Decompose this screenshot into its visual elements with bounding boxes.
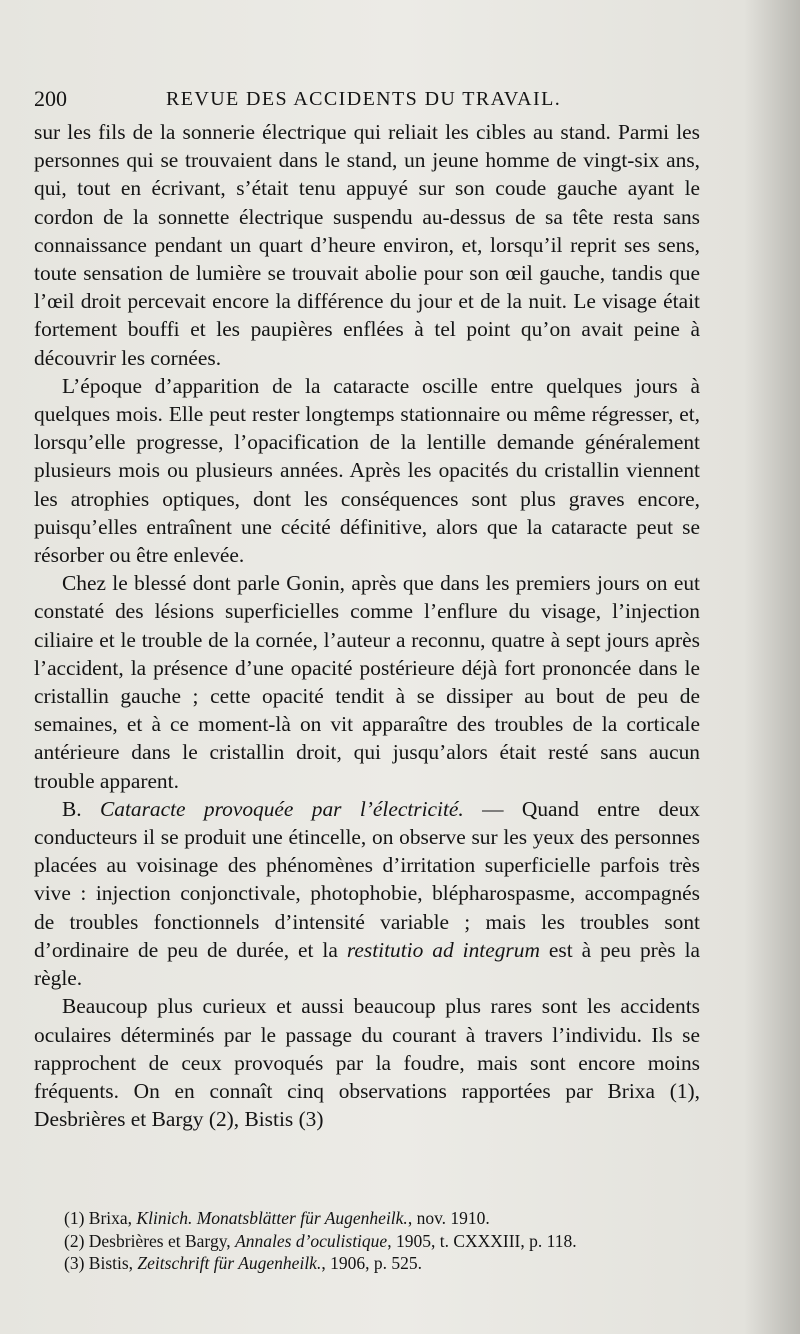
footnote-3-details: , 1906, p. 525.: [321, 1253, 422, 1273]
footnote-2-author: (2) Desbrières et Bargy,: [64, 1230, 236, 1251]
footnote-3: [34, 1252, 700, 1275]
paragraph-4: [34, 795, 700, 992]
paragraph-2: L’époque d’apparition de la cataracte oscille entre quelques jours à quelques mois. Elle peut rester longtemps stationnaire ou même régresser, et, lorsqu’elle progresse, l’opacification de la lentille demande généralement plusieurs mois ou plusieurs années. Après les opacités du cristallin viennent les atrophies optiques, dont les conséquences sont plus graves encore, puisqu’elles entraînent une cécité définitive, alors que la cataracte peut se résorber ou être enlevée.: [34, 373, 700, 568]
page-number: 200: [34, 86, 67, 111]
body-text: [34, 118, 700, 1133]
footnote-2-journal: Annales d’oculistique: [235, 1230, 388, 1251]
page-header: [34, 84, 704, 114]
footnotes: [34, 1207, 700, 1275]
footnote-2-details: , 1905, t. CXXXIII, p. 118.: [387, 1230, 577, 1251]
paragraph-3: Chez le blessé dont parle Gonin, après que dans les premiers jours on eut constaté des lésions superficielles comme l’enflure du visage, l’injection ciliaire et le trouble de la cornée, l’auteur a reconnu, quatre à sept jours après l’accident, la présence d’une opacité postérieure déjà fort prononcée dans le cristallin gauche ; cette opacité tendit à se dissiper au bout de peu de semaines, et à ce moment-là on vit apparaître des troubles de la corticale antérieure dans le cristallin droit, qui jusqu’alors était resté sans aucun trouble apparent.: [34, 571, 700, 793]
section-title: Cataracte provoquée par l’électricité.: [99, 796, 464, 821]
footnote-1-details: , nov. 1910.: [407, 1208, 490, 1228]
section-letter: B.: [62, 796, 100, 821]
footnote-3-journal: Zeitschrift für Augenheilk.: [137, 1253, 322, 1273]
footnote-1-author: (1) Brixa,: [64, 1208, 137, 1228]
latin-phrase: restitutio ad integrum: [346, 937, 540, 962]
footnote-1-journal: Klinich. Monatsblätter für Augenheilk.: [136, 1208, 408, 1228]
footnote-3-author: (3) Bistis,: [64, 1253, 138, 1273]
footnote-1: [34, 1207, 700, 1230]
paragraph-4-end: est à peu près la règle.: [34, 937, 701, 991]
paragraph-4-text: — Quand entre deux conducteurs il se produit une étincelle, on observe sur les yeux des personnes placées au voisinage des phénomènes d’irritation superficielle parfois très vive : injection conjonctivale, photophobie, blépharospasme, accompagnés de troubles fonctionnels d’intensité variable ; mais les troubles sont d’ordinaire de peu de durée, et la: [34, 796, 700, 962]
running-title: REVUE DES ACCIDENTS DU TRAVAIL.: [166, 88, 562, 110]
paragraph-5: Beaucoup plus curieux et aussi beaucoup plus rares sont les accidents oculaires déterminés par le passage du courant à travers l’individu. Ils se rapprochent de ceux provoqués par la foudre, mais sont encore moins fréquents. On en connaît cinq observations rapportées par Brixa (1), Desbrières et Bargy (2), Bistis (3): [34, 994, 700, 1132]
footnote-2: [34, 1230, 700, 1253]
paragraph-1: sur les fils de la sonnerie électrique qui reliait les cibles au stand. Parmi les personnes qui se trouvaient dans le stand, un jeune homme de vingt-six ans, qui, tout en écrivant, s’était tenu appuyé sur son coude gauche ayant le cordon de la sonnette électrique suspendu au-dessus de sa tête resta sans connaissance pendant un quart d’heure environ, et, lorsqu’il reprit ses sens, toute sensation de lumière se trouvait abolie pour son œil gauche, tandis que l’œil droit percevait encore la différence du jour et de la nuit. Le visage était fortement bouffi et les paupières enflées à tel point qu’on avait peine à découvrir les cornées.: [34, 120, 700, 370]
